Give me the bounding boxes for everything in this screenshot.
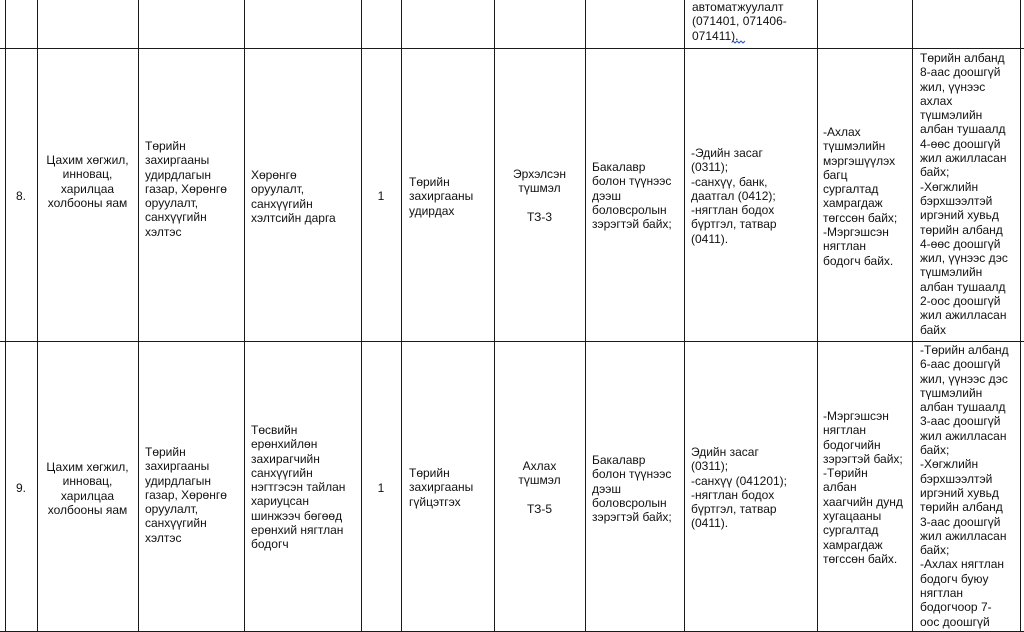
experience-cell: -Төрийн албанд 6-аас доошгүй жил, үүнээс дэс түшмэлийн албан тушаалд 3-аас доошгүй жил ажилласан байх; -Хөгжлийн бэрхшээлтэй иргэний хувьд төрийн албанд 3-аас доошгүй жил ажилласан байх; -Ахлах нягтлан бодогч буюу нягтлан бодогчоор 7- оос доошгүй xyxy=(920,343,1009,629)
position-count: 1 xyxy=(377,189,385,203)
row-number: 9. xyxy=(15,481,26,495)
position-cell: Төсвийн ерөнхийлөн захирагчийн санхүүгийн нэгтгэсэн тайлан хариуцсан шинжээч бөгөөд ерөнхий нягтлан бодогч xyxy=(251,423,346,552)
column-border xyxy=(37,0,38,632)
category-cell: Төрийн захиргааны удирдах xyxy=(409,175,474,218)
department-cell: Төрийн захиргааны удирдлагын газар, Хөрөнгө оруулалт, санхүүгийн хэлтэс xyxy=(145,445,227,545)
row-border xyxy=(0,48,1024,49)
experience-cell: Төрийн албанд 8-аас доошгүй жил, үүнээс ахлах түшмэлийн албан тушаалд 4-өөс доошгүй жил ажилласан байх; -Хөгжлийн бэрхшээлтэй иргэний хувьд төрийн албанд 4-өөс доошгүй жил, үүнээс дэс түшмэлийн албан тушаалд 2-оос доошгүй жил ажилласан байх xyxy=(920,51,1008,337)
column-border xyxy=(684,0,685,632)
row-number: 8. xyxy=(15,189,26,203)
rank-cell: Эрхэлсэн түшмэл ТЗ-3 xyxy=(513,167,566,224)
column-border xyxy=(1020,0,1021,632)
column-border xyxy=(585,0,586,632)
spellcheck-underline xyxy=(733,40,746,44)
position-count: 1 xyxy=(377,481,385,495)
ministry-cell: Цахим хөгжил, инновац, харилцаа холбооны яам xyxy=(46,460,129,517)
rank-cell: Ахлах түшмэл ТЗ-5 xyxy=(518,459,561,516)
program-tail-text: автоматжуулалт (071401, 071406- 071411). xyxy=(692,0,787,43)
category-cell: Төрийн захиргааны гүйцэтгэх xyxy=(409,466,474,509)
column-border xyxy=(5,0,6,632)
column-border xyxy=(494,0,495,632)
profession-cell: -Эдийн засаг (0311); -санхүү, банк, даатгал (0412); -нягтлан бодох бүртгэл, татвар (0411). xyxy=(691,146,777,246)
column-border xyxy=(912,0,913,632)
qualification-cell: -Ахлах түшмэлийн мэргэшүүлэх багц сургалтад хамрагдаж төгссөн байх; -Мэргэшсэн нягтлан бодогч байх. xyxy=(823,125,898,268)
column-border xyxy=(361,0,362,632)
department-cell: Төрийн захиргааны удирдлагын газар, Хөрөнгө оруулалт, санхүүгийн хэлтэс xyxy=(145,139,227,239)
column-border xyxy=(401,0,402,632)
column-border xyxy=(817,0,818,632)
column-border xyxy=(244,0,245,632)
ministry-cell: Цахим хөгжил, инновац, харилцаа холбооны яам xyxy=(46,153,129,210)
column-border xyxy=(138,0,139,632)
position-cell: Хөрөнгө оруулалт, санхүүгийн хэлтсийн дарга xyxy=(251,168,336,225)
education-cell: Бакалавр болон түүнээс дээш боловсролын зэрэгтэй байх; xyxy=(592,160,672,232)
qualification-cell: -Мэргэшсэн нягтлан бодогчийн зэрэгтэй байх; -Төрийн албан хаагчийн дунд хугацааны сургалтад хамрагдаж төгссөн байх. xyxy=(823,409,903,566)
education-cell: Бакалавр болон түүнээс дээш боловсролын зэрэгтэй байх; xyxy=(592,453,672,525)
profession-cell: Эдийн засаг (0311); -санхүү (041201); -нягтлан бодох бүртгэл, татвар (0411). xyxy=(691,445,787,531)
row-border xyxy=(0,341,1024,342)
